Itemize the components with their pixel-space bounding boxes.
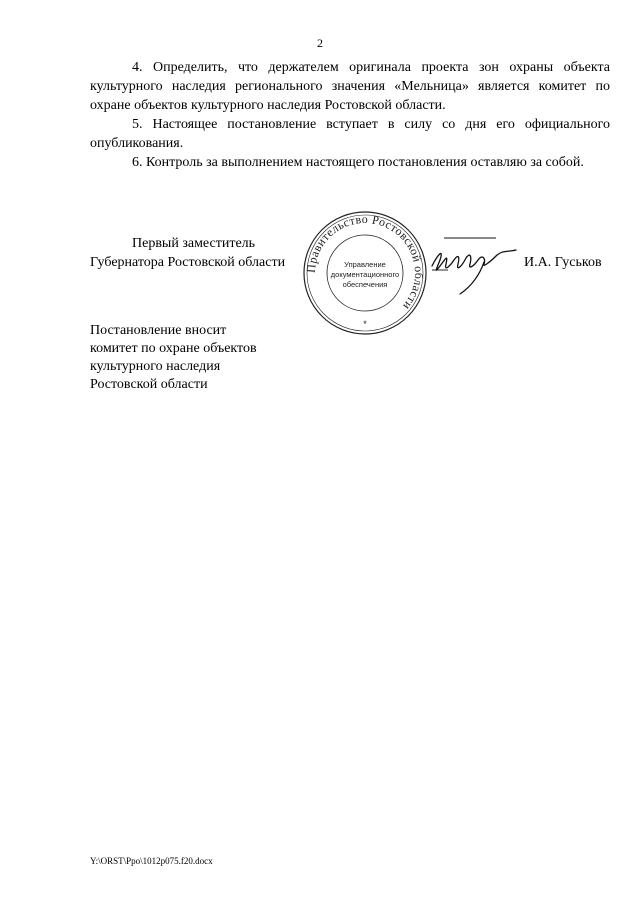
submitter-note-line: культурного наследия xyxy=(90,359,221,374)
submitter-note-line: комитет по охране объектов xyxy=(90,341,257,356)
seal-outer-text: Правительство Ростовской области xyxy=(303,211,427,313)
paragraph-5: 5. Настоящее постановление вступает в силу со дня его официального опубликования. xyxy=(90,117,610,151)
position-line-2: Губернатора Ростовской области xyxy=(90,255,286,270)
seal-inner-line-3: обеспечения xyxy=(342,280,388,289)
seal-inner-line-2: документационного xyxy=(330,270,400,279)
body-text xyxy=(90,58,610,172)
submitter-note xyxy=(90,322,257,394)
submitter-note-line: Постановление вносит xyxy=(90,323,227,338)
signatory-position xyxy=(90,234,285,272)
seal-star: * xyxy=(363,319,367,329)
position-line-1: Первый заместитель xyxy=(132,236,256,251)
seal-inner-line-1: Управление xyxy=(344,260,386,269)
page-number: 2 xyxy=(317,36,323,50)
handwritten-signature xyxy=(426,236,526,296)
signer-name: И.А. Гуськов xyxy=(524,255,602,270)
file-path: Y:\ORST\Ppo\1012p075.f20.docx xyxy=(90,856,213,866)
paragraph-4: 4. Определить, что держателем оригинала проекта зон охраны объекта культурного наследия регионального значения «Мельница» является комитет по охране объектов культурного наследия Ростовской области. xyxy=(90,60,610,113)
paragraph-6: 6. Контроль за выполнением настоящего постановления оставляю за собой. xyxy=(132,155,584,170)
submitter-note-line: Ростовской области xyxy=(90,377,208,392)
official-seal xyxy=(302,210,428,336)
